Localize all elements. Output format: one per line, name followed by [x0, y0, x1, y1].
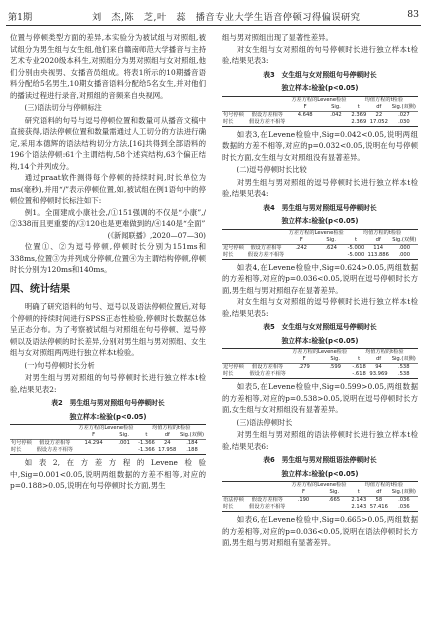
table-cell: .042	[330, 111, 342, 118]
table-cell	[75, 447, 111, 455]
table-cell: .624	[325, 244, 337, 251]
table-cell: .027	[398, 111, 410, 118]
paragraph: 位置与停顿类型方面的差异,本实验分为被试组与对照组,被试组分为男生组与女生组,他们来自赣南师范大学播音与主持艺术专业2020级本科生,对照组分为男对照组与女对照组,他们分别由央视男、女播音员组成。将表1所示的10期播音语料分配给5名男生,10期女播音语料分配给5名女生,并对他们的播读过程进行录音,对照组的音频来自央视网。	[10, 33, 206, 100]
table-cell: .599	[329, 364, 341, 370]
table-cell: 114	[373, 244, 384, 251]
table-cell: .242	[295, 244, 307, 251]
table-header: t	[350, 489, 368, 497]
subsection-heading: (二)逗号停顿时长比较	[236, 165, 307, 174]
table-cell: 逗号停顿	[223, 364, 244, 370]
table-cell: 时长	[222, 119, 247, 127]
table-row	[222, 252, 418, 260]
table-cell: 58	[375, 497, 383, 503]
table-header: 均值方程的t检验	[136, 425, 206, 433]
table-header: t	[350, 104, 368, 112]
section-heading: 四、统计结果	[10, 283, 70, 295]
table-cell: 假设方差相等	[250, 244, 282, 251]
right-column	[222, 32, 418, 549]
table-cell: 假设方差不相等	[247, 119, 288, 127]
left-column	[10, 32, 206, 492]
table-cell: -5.000	[347, 251, 365, 258]
table-cell: 假设方差相等	[251, 111, 283, 118]
table-header: Sig.	[320, 356, 351, 364]
header-rule	[6, 25, 421, 26]
table-caption: 表6 男生组与男对照组语法停顿时长	[263, 456, 377, 464]
table-cell: 2.143	[351, 497, 367, 503]
paragraph: 对男生组与男对照组的句号停顿时长进行独立样本t检验,结果见表2:	[10, 373, 206, 394]
paragraph: 如表5,在Levene检验中,Sig=0.599>0.05,两组数据的方差相等,对应的p=0.538>0.05,说明在逗号停顿时长方面,女生组与女对照组没有显著差异。	[222, 382, 418, 414]
table-subtitle: 独立样本:检验(p<0.05)	[69, 412, 147, 421]
table-header: Sig.(双侧)	[389, 356, 418, 364]
table-cell: .538	[389, 371, 418, 379]
table-cell: 时长	[222, 504, 247, 512]
table-cell	[112, 447, 137, 455]
table-cell: 句号停顿	[11, 440, 32, 446]
table-cell	[288, 504, 319, 512]
table-cell: 假设方差不相等	[247, 371, 289, 379]
table-header: df	[366, 237, 391, 245]
table-caption: 表2 男生组与男对照组句号停顿时长	[51, 399, 165, 407]
table-header: t	[346, 237, 366, 245]
table-row	[10, 447, 206, 455]
paragraph: 对男生组与男对照组的语法停顿时长进行独立样本t检验,结果见表6:	[222, 430, 418, 451]
table-header: 均值方程的t检验	[346, 229, 418, 237]
table-cell: -5.000	[347, 244, 365, 251]
table-cell: 17.958	[158, 447, 177, 453]
table-row	[222, 504, 418, 512]
table-header: Sig.(双侧)	[390, 104, 418, 112]
table-cell: .188	[178, 447, 206, 455]
table-header: df	[368, 489, 390, 497]
table-header: 均值方程的t检验	[350, 482, 418, 490]
table-cell	[286, 252, 316, 260]
table-4	[222, 229, 418, 260]
table-cell: 时长	[222, 371, 247, 379]
table-header: 方差方程的Levene检验	[75, 425, 136, 433]
table-cell: .279	[298, 364, 310, 370]
table-cell	[289, 371, 320, 379]
table-header: F	[289, 356, 320, 364]
table-cell	[322, 119, 350, 127]
table-cell: 假设方差相等	[39, 440, 71, 446]
table-cell: 22	[375, 111, 383, 118]
table-header: Sig.(双侧)	[392, 236, 417, 243]
table-header: F	[288, 104, 322, 112]
table-header: df	[368, 356, 390, 364]
table-cell: 2.369	[351, 111, 367, 118]
table-cell: 94	[375, 364, 382, 370]
table-row	[10, 440, 206, 448]
table-header: 方差方程的Levene检验	[288, 482, 350, 490]
paragraph: 位置①、②为逗号停顿,停顿时长分别为151ms和338ms,位置③为并列成分停顿,位置④为主谓结构停顿,停顿时长分别为120ms和140ms。	[10, 242, 206, 274]
subsection-heading: (三)语法停顿时长	[236, 417, 293, 427]
table-cell: .665	[328, 497, 341, 503]
running-title: 刘 杰,陈 芝,叶 蕊 播音专业大学生语音停顿习得偏误研究	[92, 12, 361, 23]
paragraph: 如表6,在Levene检验中,Sig=0.665>0.05,两组数据的方差相等,对应的p=0.036<0.05,说明在语法停顿时长方面,男生组与男对照组有显著差异。	[222, 515, 418, 547]
paragraph: 研究语料的句号与逗号停顿位置和数量可从播音文稿中直接获得,语法停顿位置和数量需通过人工切分的方法进行确定,采用本德辉的语法结构切分方法,[16]共得到全部语料的196个语法停顿:61个主谓结构,58个述宾结构,63个偏正结构,14个并列成分。	[10, 115, 206, 171]
table-row	[222, 364, 418, 372]
paragraph: 对女生组与女对照组的句号停顿时长进行独立样本t检验,结果见表3:	[222, 44, 418, 65]
table-2	[10, 424, 206, 455]
table-row	[222, 111, 418, 119]
example-sentence: 例1。全面建成小康社会,/①151强调的不仅是“小康”,/②338而且更重要的/③120也是更难做到的/④140是“全面”	[10, 207, 206, 228]
table-cell: .030	[390, 119, 418, 127]
table-row	[222, 497, 418, 505]
paragraph: 通过praat软件测得每个停顿的持续时间,时长单位为ms(毫秒),并用“/”表示停顿位置,如,被试组在例1语句中的停顿位置和停顿时长标注如下:	[10, 173, 206, 205]
table-header: df	[368, 104, 390, 112]
table-header: 方差方程的Levene检验	[289, 349, 351, 357]
table-cell: 17.052	[369, 118, 388, 125]
table-header: t	[351, 356, 368, 364]
running-header	[6, 6, 421, 24]
paragraph: 对女生组与女对照组的逗号停顿时长进行独立样本t检验,结果见表5:	[222, 297, 418, 318]
table-header: 方差方程的Levene检验	[286, 229, 346, 237]
table-cell: 14.294	[84, 440, 103, 446]
table-header: t	[136, 432, 156, 440]
table-header: 均值方程的t检验	[351, 349, 418, 357]
table-cell: .538	[397, 364, 410, 370]
table-cell	[319, 504, 350, 512]
table-cell: .184	[186, 440, 198, 446]
table-subtitle: 独立样本:检验(p<0.05)	[281, 217, 359, 225]
paragraph: 对男生组与男对照组的逗号停顿时长进行独立样本t检验,结果见表4:	[222, 177, 418, 198]
table-cell: 24	[163, 440, 171, 446]
table-cell: .190	[297, 497, 310, 503]
table-header: 均值方程的t检验	[350, 96, 418, 104]
table-caption: 表3 女生组与女对照组句号停顿时长	[263, 70, 377, 79]
table-cell: 93.969	[369, 371, 388, 377]
paragraph: 如表2,在方差方程的Levene检验中,Sig=0.001<0.05,说明两组数据的方差不相等,对应的p=0.188>0.05,说明在句号停顿时长方面,男生	[10, 458, 206, 490]
table-cell: 2.143	[351, 504, 367, 510]
table-cell	[288, 119, 322, 127]
table-cell: .036	[390, 504, 418, 512]
table-cell: -.618	[352, 364, 366, 370]
table-cell: 假设方差不相等	[34, 447, 75, 455]
paragraph: 如表3,在Levene检验中,Sig=0.042<0.05,说明两组数据的方差不相等,对应的p=0.032<0.05,说明在句号停顿时长方面,女生组与女对照组没有显著差异。	[222, 129, 418, 162]
table-header: Sig.(双侧)	[179, 432, 205, 438]
table-cell: 句号停顿	[223, 111, 244, 118]
table-6	[222, 481, 418, 512]
table-header: F	[75, 432, 111, 440]
subsection-heading: (一)句号停顿时长分析	[24, 360, 95, 370]
table-header: Sig.	[112, 432, 137, 440]
table-cell: .036	[398, 497, 410, 503]
table-cell: 逗号停顿	[223, 244, 244, 251]
table-header: Sig.(双侧)	[390, 489, 418, 497]
page-number: 83	[407, 9, 419, 20]
table-subtitle: 独立样本:检验(p<0.05)	[281, 84, 359, 92]
table-cell: -1.366	[138, 447, 155, 453]
table-cell: .000	[398, 244, 411, 251]
example-source: (《新闻联播》,2020—07—30)	[107, 230, 206, 240]
table-caption: 表5 女生组与女对照组逗号停顿时长	[263, 323, 377, 331]
table-cell: 假设方差相等	[251, 497, 283, 503]
table-header: df	[156, 432, 178, 440]
table-cell: 时长	[10, 447, 34, 455]
issue-number: 第1期	[8, 12, 33, 23]
table-header: Sig.	[319, 489, 350, 497]
table-header: Sig.	[316, 237, 346, 245]
table-cell: 假设方差相等	[252, 364, 284, 370]
table-subtitle: 独立样本:检验(p<0.05)	[281, 469, 359, 478]
table-cell: 113.886	[367, 251, 389, 258]
table-cell: -.618	[352, 371, 366, 377]
paragraph: 如表4,在Levene检验中,Sig=0.624>0.05,两组数据的方差相等,对应的p=0.036<0.05,说明在逗号停顿时长方面,男生组与男对照组存在显著差异。	[222, 262, 418, 295]
table-row	[222, 244, 418, 252]
table-cell: .001	[118, 440, 130, 446]
table-cell: 2.369	[351, 118, 367, 125]
subsection-heading: (三)语法切分与停顿标注	[24, 103, 102, 112]
table-cell: 4.648	[297, 111, 313, 118]
table-cell: 语法停顿	[223, 497, 244, 503]
table-cell: 假设方差不相等	[247, 251, 285, 258]
table-subtitle: 独立样本:检验(p<0.05)	[281, 336, 359, 345]
table-header: 方差方程的Levene检验	[288, 96, 350, 104]
table-header: Sig.	[322, 104, 350, 112]
table-cell	[316, 252, 346, 260]
table-cell: 假设方差不相等	[247, 504, 288, 512]
table-caption: 表4 男生组与男对照组逗号停顿时长	[263, 203, 377, 212]
table-3	[222, 96, 418, 127]
table-header: F	[288, 489, 319, 497]
table-header: F	[286, 237, 316, 245]
paragraph: 明确了研究语料的句号、逗号以及语法停顿位置后,对每个停顿的持续时间进行SPSS正态性检验,停顿时长数据总体呈正态分布。为了考察被试组与对照组在句号停顿、逗号停顿以及语法停顿的时长差异,分别对男生组与男对照组、女生组与女对照组两两进行独立样本t检验。	[10, 302, 206, 357]
table-cell: 57.416	[369, 504, 388, 510]
table-row	[222, 119, 418, 127]
table-cell: 时长	[222, 252, 246, 260]
table-cell	[320, 371, 351, 379]
table-5	[222, 348, 418, 379]
table-cell: -1.366	[138, 440, 155, 446]
table-row	[222, 371, 418, 379]
paragraph: 组与男对照组出现了显著性差异。	[222, 33, 333, 42]
table-cell: .000	[390, 252, 418, 260]
